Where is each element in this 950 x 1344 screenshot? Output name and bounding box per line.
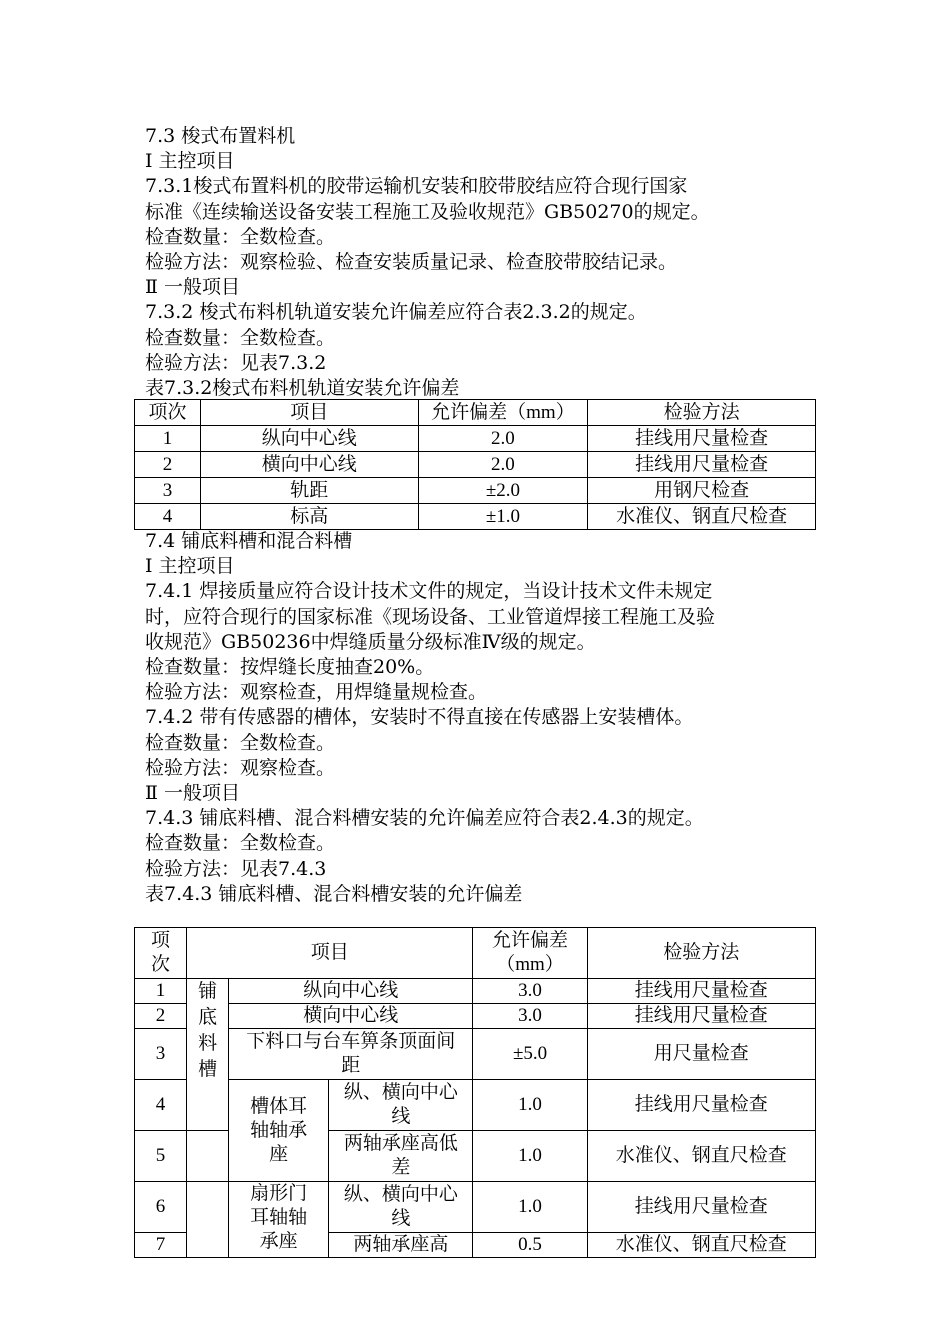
header-cell: 项次 [135, 928, 187, 979]
clause-text: 7.3.2 梭式布料机轨道安装允许偏差应符合表2.3.2的规定。 [145, 301, 647, 324]
header-cell: 允许偏差（mm） [418, 400, 588, 426]
table-row [135, 478, 816, 504]
clause-text: 7.3.1梭式布置料机的胶带运输机安装和胶带胶结应符合现行国家 [145, 175, 688, 198]
table-cell: 3 [135, 1029, 187, 1080]
group-label-continuation [187, 1131, 229, 1182]
sub-group-cell: 槽体耳轴轴承座 [229, 1080, 329, 1182]
table-cell: 水准仪、钢直尺检查 [587, 1131, 815, 1182]
table-cell: 1 [135, 426, 201, 452]
table-cell: 1.0 [473, 1182, 587, 1233]
check-method: 检验方法：见表7.4.3 [145, 857, 327, 880]
header-cell: 项目 [200, 400, 418, 426]
tolerance-table-7-3-2 [134, 399, 816, 530]
table-cell: 水准仪、钢直尺检查 [587, 1233, 815, 1258]
table-cell: 5 [135, 1131, 187, 1182]
check-quantity: 检查数量：全数检查。 [145, 832, 336, 855]
table-cell: 标高 [200, 504, 418, 530]
check-method: 检验方法：见表7.3.2 [145, 351, 327, 374]
table-cell: 纵、横向中心线 [329, 1182, 473, 1233]
subsection-heading: Ⅱ 一般项目 [145, 276, 240, 299]
table-cell: 2 [135, 452, 201, 478]
check-quantity: 检查数量：全数检查。 [145, 731, 336, 754]
table-cell: 1 [135, 979, 187, 1004]
section-7-4 [145, 529, 825, 907]
header-cell: 检验方法 [588, 400, 816, 426]
table-cell: 6 [135, 1182, 187, 1233]
table-cell: ±5.0 [473, 1029, 587, 1080]
subsection-heading: Ⅰ 主控项目 [145, 150, 235, 173]
check-quantity: 检查数量：按焊缝长度抽查20%。 [145, 656, 435, 679]
header-cell: 项次 [135, 400, 201, 426]
check-method: 检验方法：观察检查。 [145, 756, 336, 779]
table-cell: 下料口与台车箅条顶面间距 [229, 1029, 473, 1080]
table-header-row [135, 400, 816, 426]
table-cell: ±2.0 [418, 478, 588, 504]
table-cell: 2 [135, 1004, 187, 1029]
check-quantity: 检查数量：全数检查。 [145, 225, 336, 248]
table-cell: 横向中心线 [229, 1004, 473, 1029]
table-cell: 挂线用尺量检查 [587, 1004, 815, 1029]
group-label-continuation [187, 1182, 229, 1258]
table-row [135, 1182, 816, 1233]
table-cell: 用钢尺检查 [588, 478, 816, 504]
table-cell: 纵向中心线 [229, 979, 473, 1004]
clause-text: 7.4.3 铺底料槽、混合料槽安装的允许偏差应符合表2.4.3的规定。 [145, 807, 704, 830]
table-cell: 2.0 [418, 426, 588, 452]
table-cell: 7 [135, 1233, 187, 1258]
header-cell: 检验方法 [587, 928, 815, 979]
table-cell: 两轴承座高 [329, 1233, 473, 1258]
table-cell: 4 [135, 504, 201, 530]
subsection-heading: Ⅰ 主控项目 [145, 555, 235, 578]
table-cell: 1.0 [473, 1131, 587, 1182]
clause-text: 7.4.1 焊接质量应符合设计技术文件的规定，当设计技术文件未规定 [145, 580, 713, 603]
table-cell: 挂线用尺量检查 [588, 452, 816, 478]
sub-group-cell: 扇形门耳轴轴承座 [229, 1182, 329, 1258]
clause-text: 7.4.2 带有传感器的槽体，安装时不得直接在传感器上安装槽体。 [145, 706, 694, 729]
table-row [135, 504, 816, 530]
table-cell: 挂线用尺量检查 [587, 1182, 815, 1233]
table-cell: 4 [135, 1080, 187, 1131]
clause-text: 标准《连续输送设备安装工程施工及验收规范》GB50270的规定。 [145, 200, 710, 223]
table-cell: 纵向中心线 [200, 426, 418, 452]
table-cell: 水准仪、钢直尺检查 [588, 504, 816, 530]
table-row [135, 1080, 816, 1131]
table-row [135, 1004, 816, 1029]
table-cell: 横向中心线 [200, 452, 418, 478]
table-cell: 挂线用尺量检查 [587, 1080, 815, 1131]
table-row [135, 1029, 816, 1080]
table-caption: 表7.3.2梭式布料机轨道安装允许偏差 [145, 377, 460, 400]
table-cell: 3.0 [473, 1004, 587, 1029]
table-cell: 3.0 [473, 979, 587, 1004]
table-cell: 纵、横向中心线 [329, 1080, 473, 1131]
check-method: 检验方法：观察检查，用焊缝量规检查。 [145, 681, 488, 704]
table-cell: 2.0 [418, 452, 588, 478]
table-cell: 挂线用尺量检查 [588, 426, 816, 452]
header-cell: 项目 [187, 928, 473, 979]
group-label-cell: 铺底料槽 [187, 979, 229, 1131]
table-cell: 两轴承座高低差 [329, 1131, 473, 1182]
table-cell: ±1.0 [418, 504, 588, 530]
table-cell: 用尺量检查 [587, 1029, 815, 1080]
table-row [135, 979, 816, 1004]
table-cell: 1.0 [473, 1080, 587, 1131]
tolerance-table-7-4-3 [134, 927, 816, 1258]
section-7-3 [145, 124, 825, 401]
section-heading: 7.3 梭式布置料机 [145, 125, 296, 147]
table-caption: 表7.4.3 铺底料槽、混合料槽安装的允许偏差 [145, 882, 523, 905]
check-method: 检验方法：观察检验、检查安装质量记录、检查胶带胶结记录。 [145, 251, 678, 274]
clause-text: 收规范》GB50236中焊缝质量分级标准Ⅳ级的规定。 [145, 630, 596, 653]
clause-text: 时，应符合现行的国家标准《现场设备、工业管道焊接工程施工及验 [145, 605, 716, 628]
table-cell: 轨距 [200, 478, 418, 504]
subsection-heading: Ⅱ 一般项目 [145, 782, 240, 805]
table-cell: 0.5 [473, 1233, 587, 1258]
check-quantity: 检查数量：全数检查。 [145, 326, 336, 349]
section-heading: 7.4 铺底料槽和混合料槽 [145, 530, 353, 552]
header-cell: 允许偏差（mm） [473, 928, 587, 979]
table-header-row [135, 928, 816, 979]
table-row [135, 426, 816, 452]
table-row [135, 452, 816, 478]
table-cell: 3 [135, 478, 201, 504]
table-cell: 挂线用尺量检查 [587, 979, 815, 1004]
